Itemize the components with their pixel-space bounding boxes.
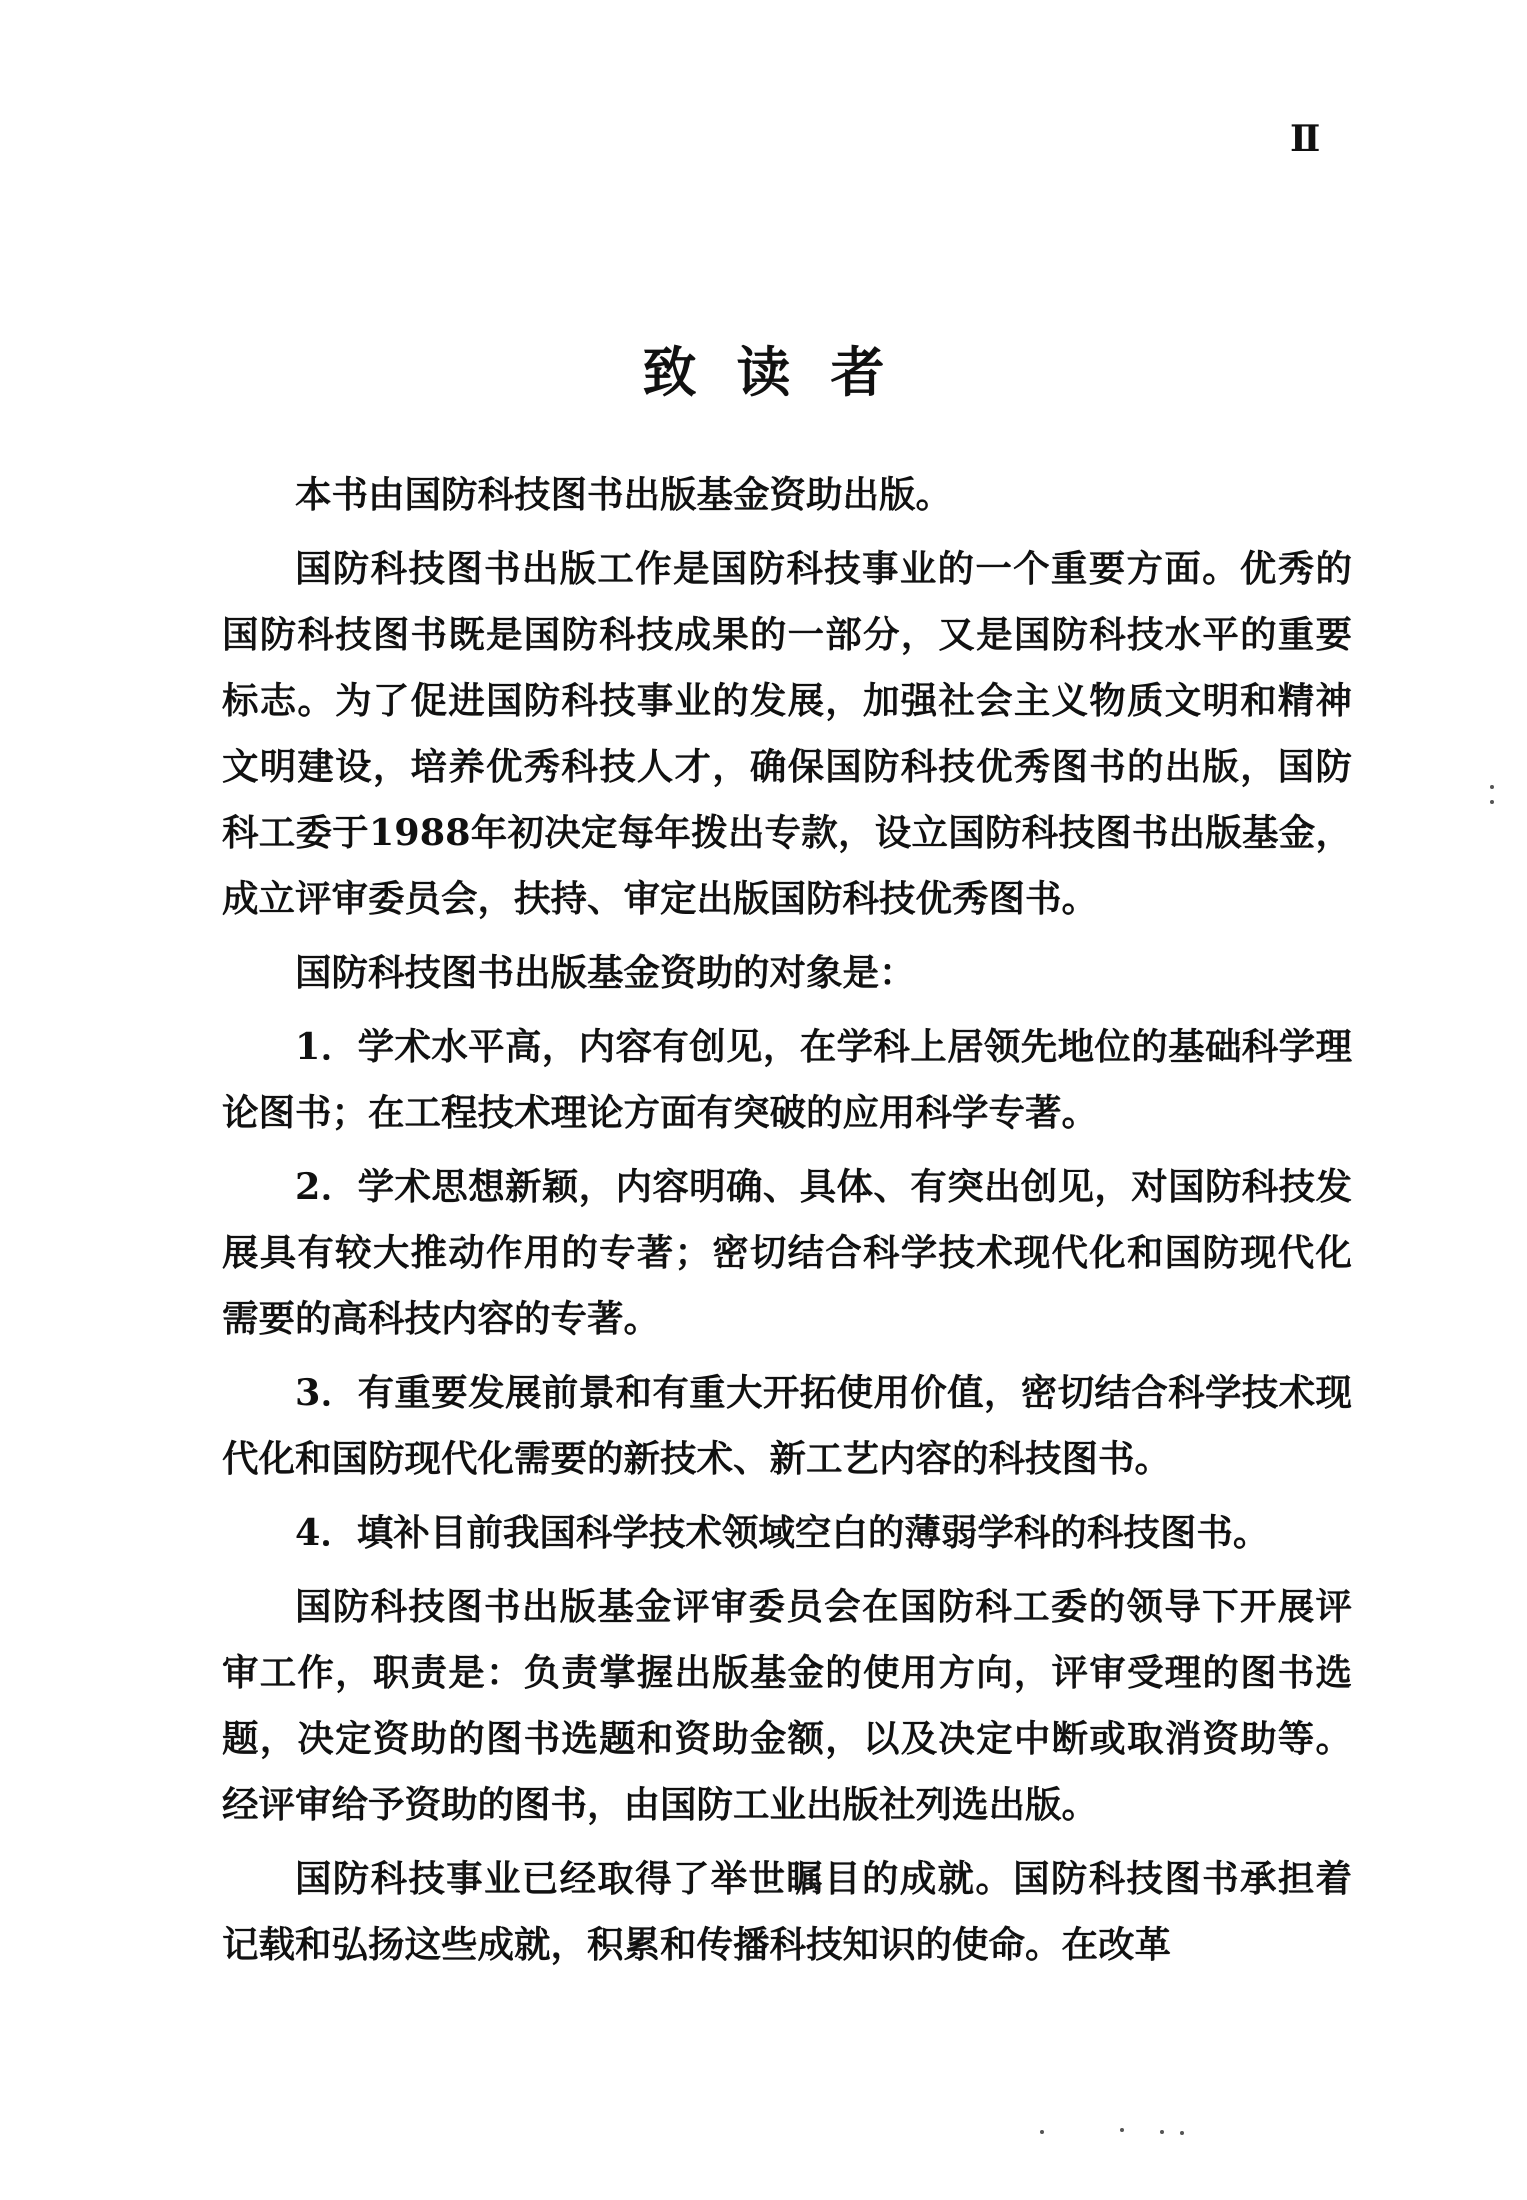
scan-speck bbox=[1180, 2131, 1184, 2135]
scan-speck bbox=[1490, 800, 1494, 804]
scan-speck bbox=[1160, 2130, 1164, 2134]
paragraph: 2．学术思想新颖，内容明确、具体、有突出创见，对国防科技发展具有较大推动作用的专著；密切结合科学技术现代化和国防现代化需要的高科技内容的专著。 bbox=[222, 1165, 1352, 1340]
paragraph: 国防科技图书出版基金资助的对象是： bbox=[295, 951, 916, 994]
paragraph: 4．填补目前我国科学技术领域空白的薄弱学科的科技图书。 bbox=[295, 1511, 1270, 1554]
paragraph: 3．有重要发展前景和有重大开拓使用价值，密切结合科学技术现代化和国防现代化需要的新技术、新工艺内容的科技图书。 bbox=[222, 1371, 1352, 1480]
paragraph: 国防科技图书出版工作是国防科技事业的一个重要方面。优秀的国防科技图书既是国防科技成果的一部分，又是国防科技水平的重要标志。为了促进国防科技事业的发展，加强社会主义物质文明和精神文明建设，培养优秀科技人才，确保国防科技优秀图书的出版，国防科工委于1988年初决定每年拨出专款，设立国防科技图书出版基金，成立评审委员会，扶持、审定出版国防科技优秀图书。 bbox=[222, 547, 1352, 920]
scan-speck bbox=[1120, 2128, 1124, 2132]
scan-speck bbox=[1490, 785, 1494, 789]
paragraph: 国防科技事业已经取得了举世瞩目的成就。国防科技图书承担着记载和弘扬这些成就，积累和传播科技知识的使命。在改革 bbox=[222, 1857, 1352, 1966]
scan-speck bbox=[1040, 2130, 1044, 2134]
paragraph: 1．学术水平高，内容有创见，在学科上居领先地位的基础科学理论图书；在工程技术理论方面有突破的应用科学专著。 bbox=[222, 1025, 1352, 1134]
paragraph: 国防科技图书出版基金评审委员会在国防科工委的领导下开展评审工作，职责是：负责掌握出版基金的使用方向，评审受理的图书选题，决定资助的图书选题和资助金额，以及决定中断或取消资助等。经评审给予资助的图书，由国防工业出版社列选出版。 bbox=[222, 1585, 1352, 1826]
page-title: 致读者 bbox=[642, 340, 925, 404]
body-text bbox=[222, 462, 1352, 1986]
page-number: Ⅱ bbox=[1290, 118, 1322, 160]
paragraph: 本书由国防科技图书出版基金资助出版。 bbox=[295, 473, 952, 516]
